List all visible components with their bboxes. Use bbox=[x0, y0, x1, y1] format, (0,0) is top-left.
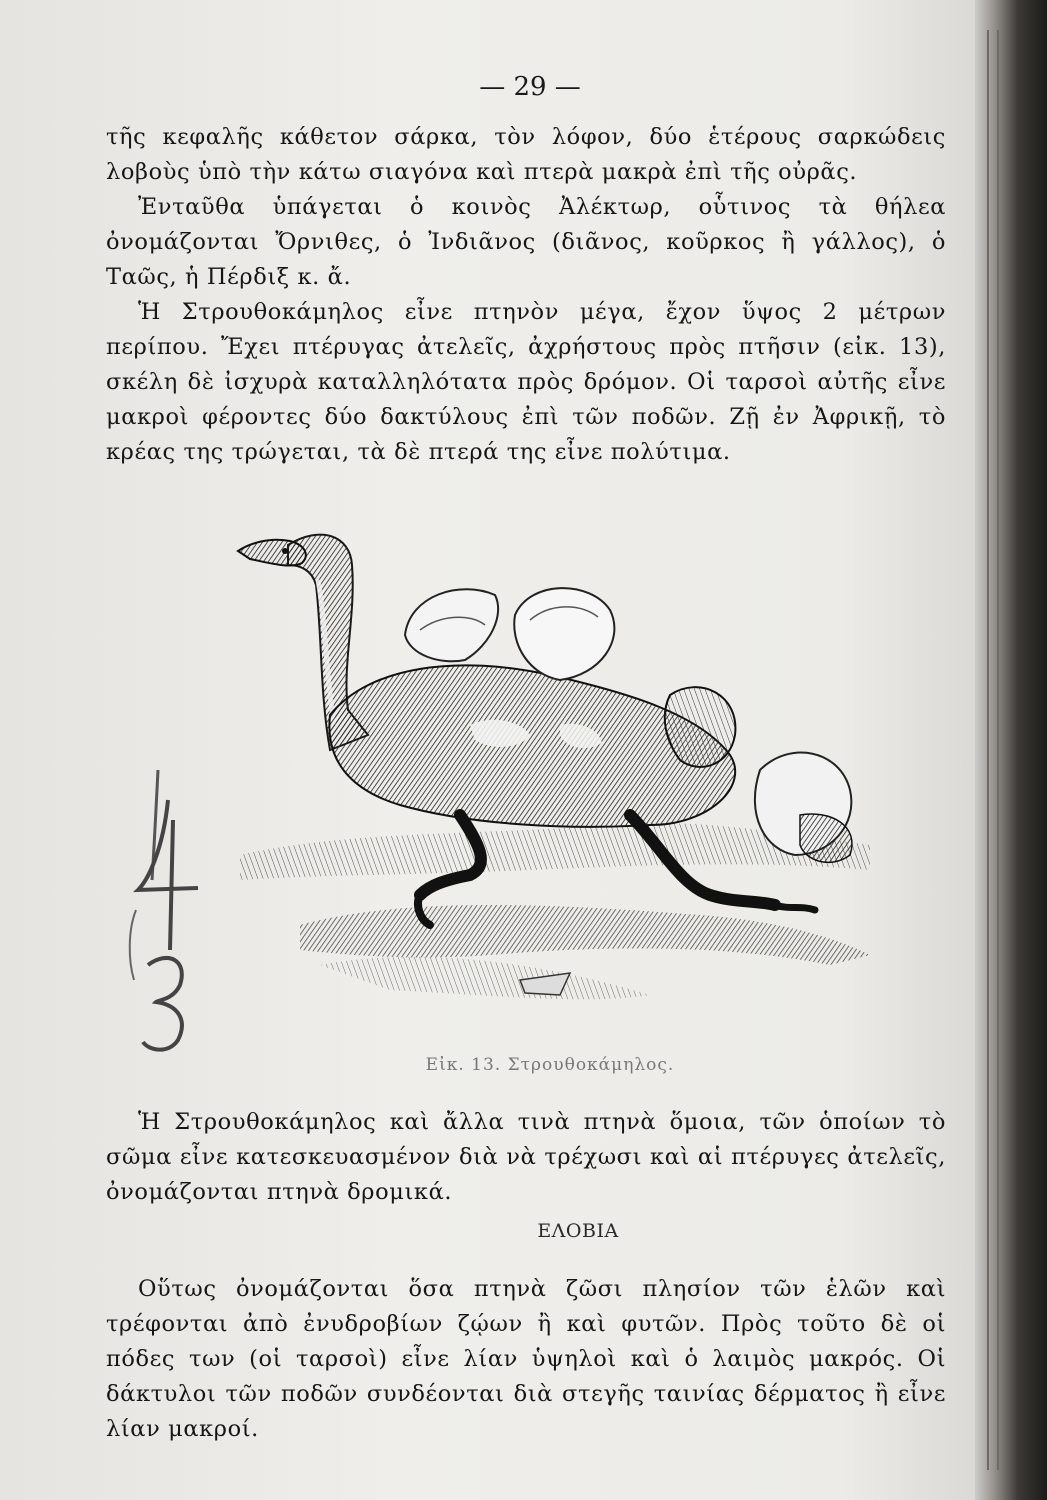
book-spine-edge bbox=[975, 0, 1047, 1500]
pencil-annotation bbox=[128, 760, 248, 1060]
paragraph-3: Ἡ Στρουθοκάμηλος εἶνε πτηνὸν μέγα, ἔχον ὕψος 2 μέτρων περίπου. Ἔχει πτέρυγας ἀτελεῖς, ἀχρήστους πρὸς πτῆσιν (εἰκ. 13), σκέλη δὲ ἰσχυρὰ καταλληλότατα πρὸς δρόμον. Οἱ ταρσοὶ αὐτῆς εἶνε μακροὶ φέροντες δύο δακτύλους ἐπὶ τῶν ποδῶν. Ζῇ ἐν Ἀφρικῇ, τὸ κρέας της τρώγεται, τὰ δὲ πτερά της εἶνε πολύτιμα. bbox=[106, 299, 946, 465]
section-text bbox=[106, 1272, 946, 1447]
paragraph-1: τῆς κεφαλῆς κάθετον σάρκα, τὸν λόφον, δύο ἑτέρους σαρκώδεις λοβοὺς ὑπὸ τὴν κάτω σιαγόνα καὶ πτερὰ μακρὰ ἐπὶ τῆς οὐρᾶς. bbox=[106, 124, 946, 185]
figure-caption: Εἰκ. 13. Στρουθοκάμηλος. bbox=[425, 1055, 675, 1075]
paragraph-4: Ἡ Στρουθοκάμηλος καὶ ἄλλα τινὰ πτηνὰ ὅμοια, τῶν ὁποίων τὸ σῶμα εἶνε κατεσκευασμένον διὰ νὰ τρέχωσι καὶ αἱ πτέρυγες ἀτελεῖς, ὀνομάζονται πτηνὰ δρομικά. bbox=[106, 1109, 946, 1205]
ostrich-illustration bbox=[230, 525, 890, 1045]
page-number: — 29 — bbox=[479, 72, 581, 102]
paragraph-5: Οὕτως ὀνομάζονται ὅσα πτηνὰ ζῶσι πλησίον τῶν ἑλῶν καὶ τρέφονται ἀπὸ ἐνυδροβίων ζῴων ἢ καὶ φυτῶν. Πρὸς τοῦτο δὲ οἱ πόδες των (οἱ ταρσοὶ) εἶνε λίαν ὑψηλοὶ καὶ ὁ λαιμὸς μακρός. Οἱ δάκτυλοι τῶν ποδῶν συνδέονται διὰ στεγῆς ταινίας δέρματος ἢ εἶνε λίαν μακροί. bbox=[106, 1276, 946, 1442]
paragraph-2: Ἐνταῦθα ὑπάγεται ὁ κοινὸς Ἀλέκτωρ, οὗτινος τὰ θήλεα ὀνομάζονται Ὄρνιθες, ὁ Ἰνδιᾶνος (διᾶνος, κοῦρκος ἢ γάλλος), ὁ Ταῶς, ἡ Πέρδιξ κ. ἄ. bbox=[106, 194, 946, 290]
section-heading: ΕΛΟΒΙΑ bbox=[537, 1220, 619, 1242]
handwritten-margin-note bbox=[128, 760, 248, 1060]
middle-text bbox=[106, 1105, 946, 1210]
top-text bbox=[106, 120, 946, 470]
ostrich-engraving bbox=[230, 525, 890, 1045]
